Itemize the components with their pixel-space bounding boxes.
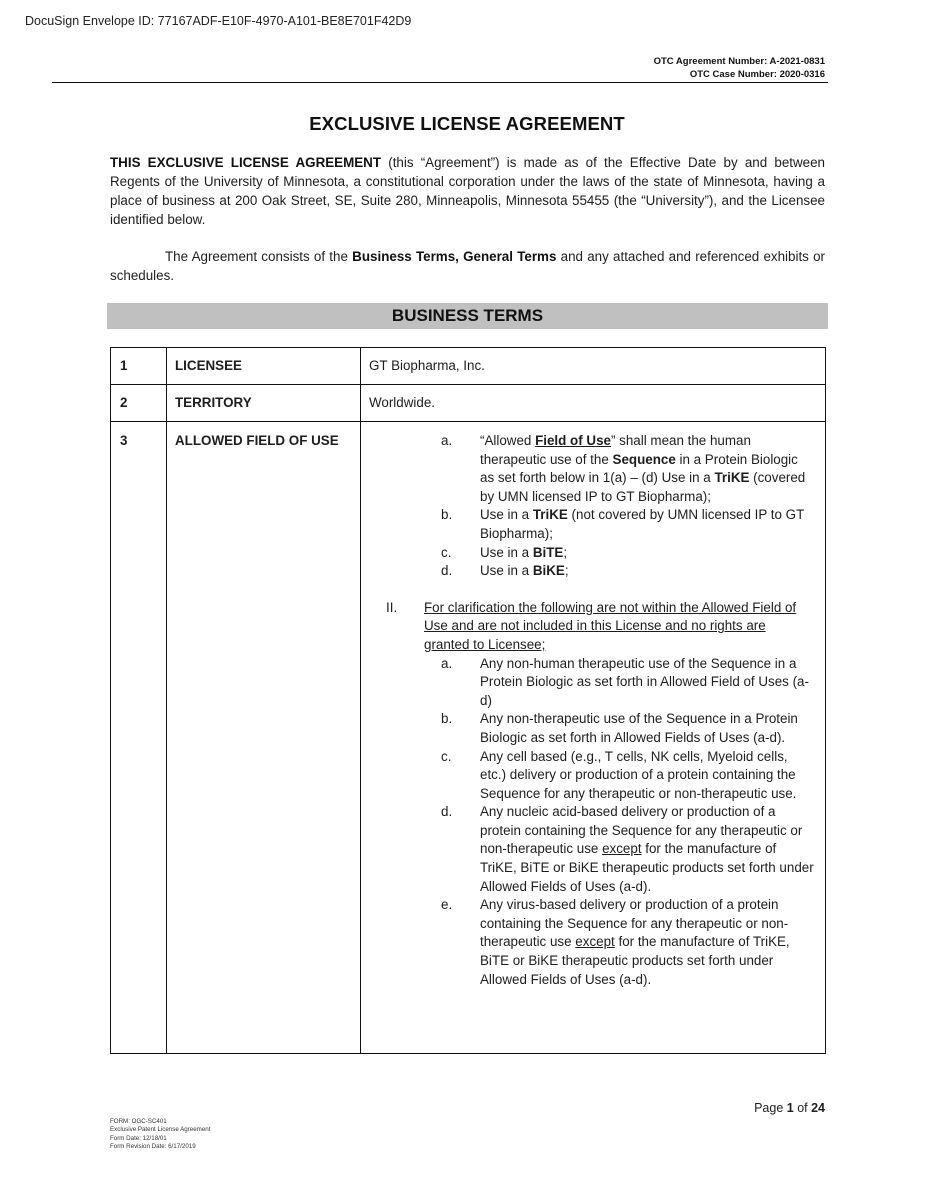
territory-value: Worldwide. [361,385,826,422]
business-terms-table [110,347,826,1054]
structure-paragraph [110,248,825,286]
text-span: Any cell based (e.g., T cells, NK cells, Myeloid cells, etc.) delivery or production of a protein containing the Sequence for any therapeutic or non-therapeutic use. [480,748,797,801]
otc-case-number: OTC Case Number: 2020-0316 [689,69,825,80]
list-item [361,506,825,543]
business-terms-bar [107,303,828,329]
except-term: except [575,934,615,950]
text-span: for the manufacture of TriKE, BiTE or BiKE therapeutic products set forth under Allowed Fields of Uses (a-d). [480,841,814,894]
field-of-use-term: Field of Use [535,433,611,448]
term-number [111,422,167,1054]
bike-term: BiKE [532,563,565,579]
term-number: 2 [111,385,167,422]
intro-body: (this “Agreement”) is made as of the Effective Date by and between Regents of the University of Minnesota, a constitutional corporation under the laws of the state of Minnesota, having a place of business at 200 Oak Street, SE, Suite 280, Minneapolis, Minnesota 55455 (the “University”), and the Licensee identified below. [110,155,826,227]
text-span: Any non-therapeutic use of the Sequence in a Protein Biologic as set forth in Allowed Fields of Uses (a-d). [480,711,798,745]
table-row [111,348,826,385]
list-marker: a. [441,655,453,671]
text-span: Use in a [480,563,533,579]
otc-agreement-number: OTC Agreement Number: A-2021-0831 [653,56,825,67]
intro-lead: THIS EXCLUSIVE LICENSE AGREEMENT [110,155,382,170]
list-marker: d. [441,804,453,820]
list-marker: b. [441,711,453,727]
allowed-uses-list [361,422,825,989]
text-span: for the manufacture of TriKE, BiTE or BiKE therapeutic products set forth under Allowed Fields of Uses (a-d). [480,934,790,987]
form-revision-date: Form Revision Date: 6/17/2019 [110,1143,196,1151]
page-number [754,1101,825,1115]
exclusions-heading [361,599,825,655]
licensee-value: GT Biopharma, Inc. [361,348,826,385]
list-marker: d. [441,563,453,579]
list-item [361,544,825,563]
list-item [361,803,825,896]
section-marker: II. [386,599,398,615]
structure-text-a: The Agreement consists of the [165,249,353,264]
text-span: Any virus-based delivery or production of a protein containing the Sequence for any therapeutic or non-therapeutic use [480,897,789,950]
text-span: ; [564,563,569,579]
list-item [361,562,825,581]
exclusions-heading-text: For clarification the following are not within the Allowed Field of Use and are not included in this License and no rights are granted to Licensee; [424,599,797,652]
list-item [361,432,825,506]
table-row [111,422,826,1054]
text-span: Use in a [480,544,533,560]
business-terms-heading: BUSINESS TERMS [391,306,544,325]
page-prefix: Page [754,1101,787,1115]
structure-text-bold: Business Terms, General Terms [352,249,557,264]
list-item [361,710,825,747]
except-term: except [602,841,642,857]
intro-paragraph [110,154,825,230]
page-of: of [793,1101,812,1115]
term-label: TERRITORY [167,385,361,422]
text-span: Use in a [480,507,533,523]
term-label: LICENSEE [167,348,361,385]
list-item [361,655,825,711]
text-span: ; [563,544,568,560]
term-number: 1 [111,348,167,385]
list-marker: c. [441,544,452,560]
form-footer [110,1118,210,1152]
text-span: Any non-human therapeutic use of the Sequence in a Protein Biologic as set forth in Allowed Field of Uses (a-d) [480,655,809,708]
text-span: ” shall mean the human therapeutic use of the [480,433,751,467]
bite-term: BiTE [532,544,564,560]
text-span: “Allowed [480,433,536,448]
structure-text-c: and any attached and referenced exhibits or schedules. [110,249,826,283]
trike-term: TriKE [714,470,750,486]
header-rule [52,82,828,83]
text-span: in a Protein Biologic as set forth below in 1(a) – (d) Use in a [480,451,798,486]
list-marker: c. [441,748,452,764]
form-id: FORM: OGC-SC401 [110,1118,167,1125]
allowed-field-of-use-value [361,422,826,1054]
text-span: Any nucleic acid-based delivery or production of a protein containing the Sequence for any therapeutic or non-therapeutic use [480,804,803,857]
form-name: Exclusive Patent License Agreement [110,1126,211,1134]
term-number-text: 3 [120,433,128,448]
term-label-text: ALLOWED FIELD OF USE [175,433,339,448]
list-marker: b. [441,507,453,523]
document-title: EXCLUSIVE LICENSE AGREEMENT [309,113,625,134]
text-span: (not covered by UMN licensed IP to GT Biopharma); [480,507,805,541]
form-date: Form Date: 12/18/01 [110,1134,167,1142]
list-marker: e. [441,897,453,913]
list-item [361,896,825,989]
page-total: 24 [811,1101,825,1115]
trike-term: TriKE [532,507,568,523]
sequence-term: Sequence [612,451,676,467]
list-marker: a. [441,433,453,448]
docusign-envelope-id: DocuSign Envelope ID: 77167ADF-E10F-4970-A101-BE8E701F42D9 [25,14,412,28]
list-item [361,748,825,804]
text-span: (covered by UMN licensed IP to GT Biopharma); [480,470,806,504]
page-current: 1 [786,1101,794,1115]
term-label [167,422,361,1054]
table-row [111,385,826,422]
